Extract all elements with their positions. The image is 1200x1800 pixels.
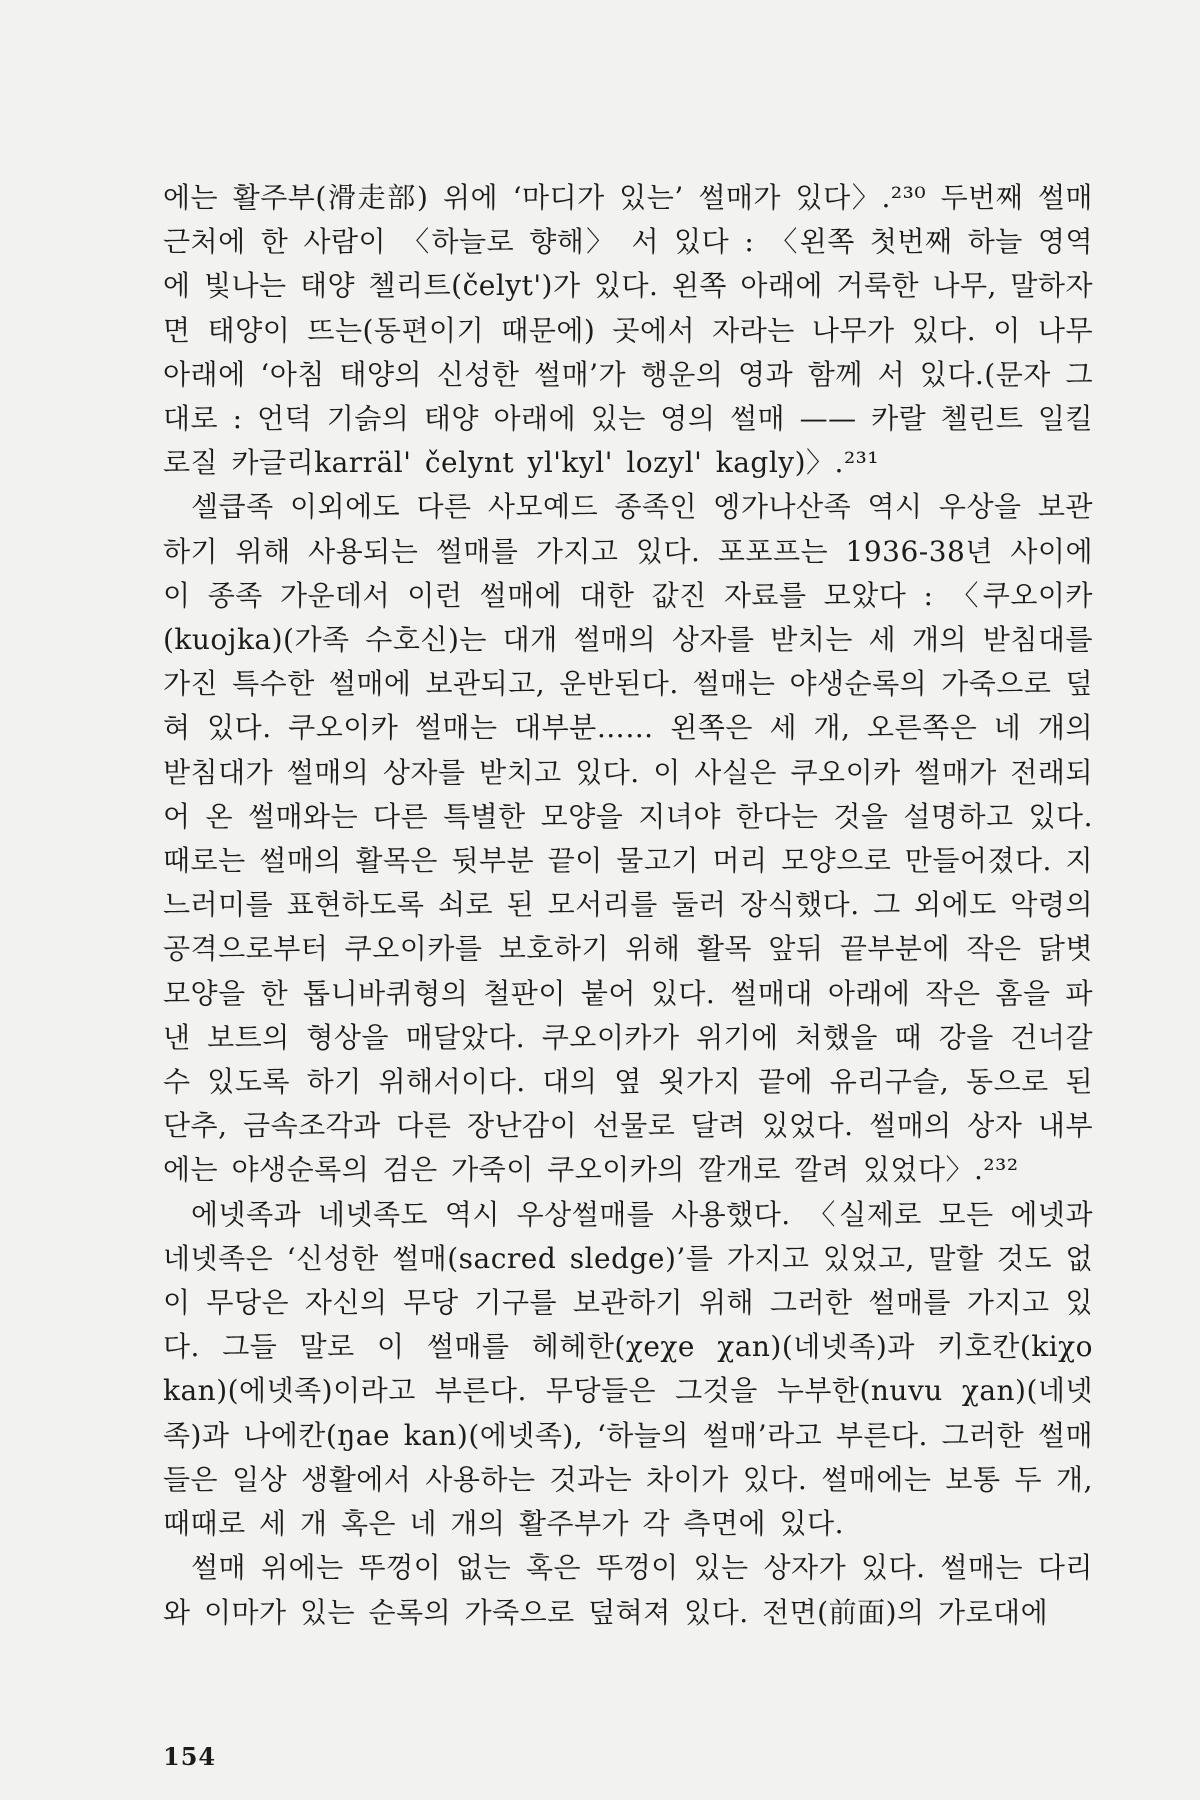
paragraph-continuation: 에는 활주부(滑走部) 위에 ‘마디가 있는’ 썰매가 있다〉.²³⁰ 두번째 썰매 근처에 한 사람이 〈하늘로 향해〉 서 있다 : 〈왼쪽 첫번째 하늘 영역에 빛나는 태양 첼리트(čelyt')가 있다. 왼쪽 아래에 거룩한 나무, 말하자면 태양이 뜨는(동편이기 때문에) 곳에서 자라는 나무가 있다. 이 나무 아래에 ‘아침 태양의 신성한 썰매’가 행운의 영과 함께 서 있다.(문자 그대로 : 언덕 기슭의 태양 아래에 있는 영의 썰매 —— 카랄 첼린트 일킬 로질 카글리karräl' čelynt yl'kyl' lozyl' kagly)〉.²³¹ (163, 181, 1093, 480)
paragraph-enets-nenets: 에넷족과 네넷족도 역시 우상썰매를 사용했다. 〈실제로 모든 에넷과 네넷족은 ‘신성한 썰매(sacred sledge)’를 가지고 있었고, 말할 것도 없이 무당은 자신의 무당 기구를 보관하기 위해 그러한 썰매를 가지고 있다. 그들 말로 이 썰매를 헤헤한(χeχe χan)(네넷족)과 키호칸(kiχo kan)(에넷족)이라고 부른다. 무당들은 그것을 누부한(nuvu χan)(네넷족)과 나에칸(ŋae kan)(에넷족), ‘하늘의 썰매’라고 부른다. 그러한 썰매들은 일상 생활에서 사용하는 것과는 차이가 있다. 썰매에는 보통 두 개, 때때로 세 개 혹은 네 개의 활주부가 각 측면에 있다. (163, 1197, 1093, 1541)
paragraph-selkup-nganasan: 셀큽족 이외에도 다른 사모예드 종족인 엥가나산족 역시 우상을 보관하기 위해 사용되는 썰매를 가지고 있다. 포포프는 1936-38년 사이에 이 종족 가운데서 이런 썰매에 대한 값진 자료를 모았다 : 〈쿠오이카(kuojka)(가족 수호신)는 대개 썰매의 상자를 받치는 세 개의 받침대를 가진 특수한 썰매에 보관되고, 운반된다. 썰매는 야생순록의 가죽으로 덮혀 있다. 쿠오이카 썰매는 대부분…… 왼쪽은 세 개, 오른쪽은 네 개의 받침대가 썰매의 상자를 받치고 있다. 이 사실은 쿠오이카 썰매가 전래되어 온 썰매와는 다른 특별한 모양을 지녀야 한다는 것을 설명하고 있다. 때로는 썰매의 활목은 뒷부분 끝이 물고기 머리 모양으로 만들어졌다. 지느러미를 표현하도록 쇠로 된 모서리를 둘러 장식했다. 그 외에도 악령의 공격으로부터 쿠오이카를 보호하기 위해 활목 앞뒤 끝부분에 작은 닭볏 모양을 한 톱니바퀴형의 철판이 붙어 있다. 썰매대 아래에 작은 홈을 파낸 보트의 형상을 매달았다. 쿠오이카가 위기에 처했을 때 강을 건너갈 수 있도록 하기 위해서이다. 대의 옆 욋가지 끝에 유리구슬, 동으로 된 단추, 금속조각과 다른 장난감이 선물로 달려 있었다. 썰매의 상자 내부에는 야생순록의 검은 가죽이 쿠오이카의 깔개로 깔려 있었다〉.²³² (163, 490, 1093, 1187)
body-text (163, 176, 1093, 1635)
page-number: 154 (163, 1742, 217, 1771)
paragraph-sledge-box: 썰매 위에는 뚜껑이 없는 혹은 뚜껑이 있는 상자가 있다. 썰매는 다리와 이마가 있는 순록의 가죽으로 덮혀져 있다. 전면(前面)의 가로대에 (163, 1551, 1093, 1629)
